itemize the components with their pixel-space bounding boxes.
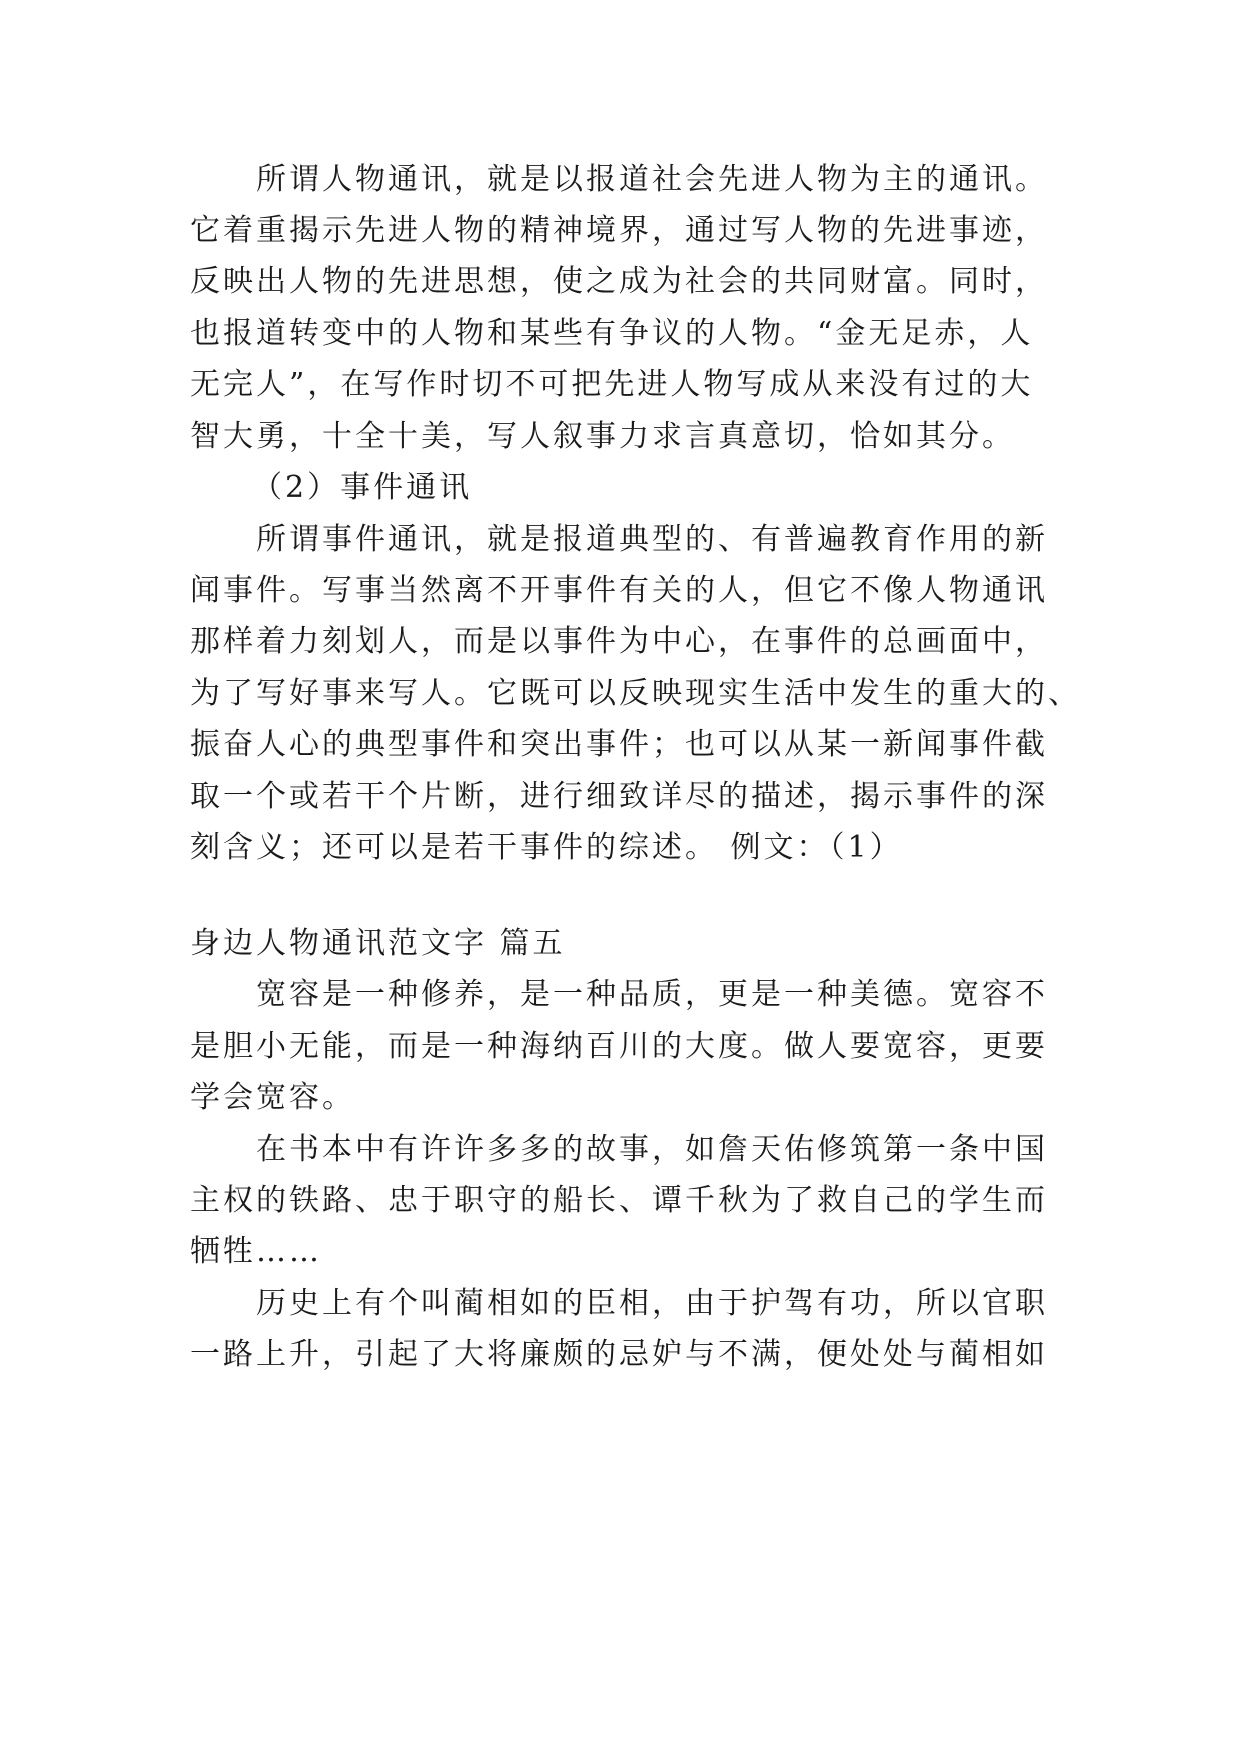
paragraph-line: 一路上升，引起了大将廉颇的忌妒与不满，便处处与蔺相如 [190, 1337, 1048, 1372]
paragraph-line: 那样着力刻划人，而是以事件为中心，在事件的总画面中， [190, 624, 1048, 659]
paragraph-line: 所谓人物通讯，就是以报道社会先进人物为主的通讯。 [256, 162, 1048, 197]
paragraph-line: 主权的铁路、忠于职守的船长、谭千秋为了救自己的学生而 [190, 1183, 1048, 1218]
paragraph-line: 无完人”，在写作时切不可把先进人物写成从来没有过的大 [190, 367, 1034, 402]
paragraph-line: 也报道转变中的人物和某些有争议的人物。“金无足赤，人 [190, 316, 1034, 351]
paragraph-line: 是胆小无能，而是一种海纳百川的大度。做人要宽容，更要 [190, 1029, 1048, 1064]
article-title: 身边人物通讯范文字 篇五 [190, 926, 566, 961]
paragraph-line: 智大勇，十全十美，写人叙事力求言真意切，恰如其分。 [190, 419, 1015, 454]
paragraph-line: 牺牲…… [190, 1234, 322, 1269]
paragraph-line: 振奋人心的典型事件和突出事件；也可以从某一新闻事件截 [190, 727, 1048, 762]
paragraph-line: 它着重揭示先进人物的精神境界，通过写人物的先进事迹， [190, 213, 1048, 248]
paragraph-line: 所谓事件通讯，就是报道典型的、有普遍教育作用的新 [256, 522, 1048, 557]
paragraph-line: 宽容是一种修养，是一种品质，更是一种美德。宽容不 [256, 977, 1048, 1012]
paragraph-line: 在书本中有许许多多的故事，如詹天佑修筑第一条中国 [256, 1132, 1048, 1167]
paragraph-line: 反映出人物的先进思想，使之成为社会的共同财富。同时， [190, 264, 1048, 299]
paragraph-line: 历史上有个叫蔺相如的臣相，由于护驾有功，所以官职 [256, 1286, 1048, 1321]
paragraph-line: 为了写好事来写人。它既可以反映现实生活中发生的重大的、 [190, 676, 1081, 711]
section-heading: （2）事件通讯 [252, 470, 473, 505]
paragraph-line: 取一个或若干个片断，进行细致详尽的描述，揭示事件的深 [190, 779, 1048, 814]
paragraph-line: 学会宽容。 [190, 1080, 355, 1115]
paragraph-line: 刻含义；还可以是若干事件的综述。 例文：（1） [190, 830, 903, 865]
paragraph-line: 闻事件。写事当然离不开事件有关的人，但它不像人物通讯 [190, 573, 1048, 608]
